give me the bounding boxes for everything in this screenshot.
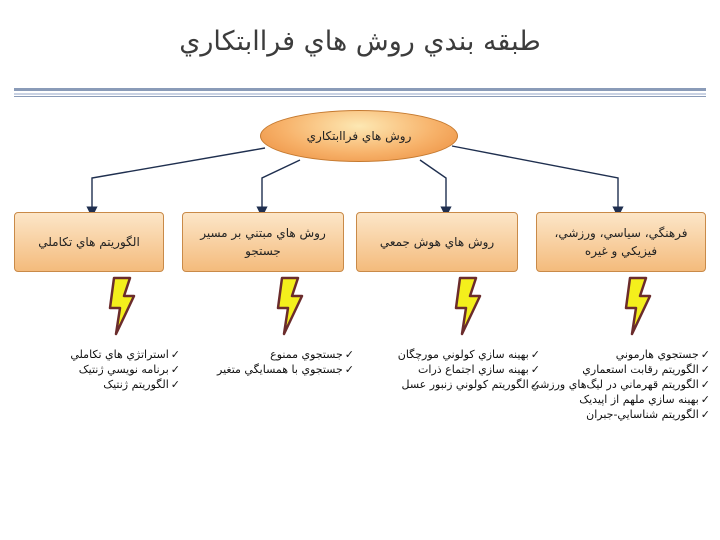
list-item: ✓ الگوريتم قهرماني در ليگ‌هاي ورزشي xyxy=(500,377,710,392)
list-item: ✓ جستجوي ممنوع xyxy=(182,347,354,362)
lightning-bolt-icon xyxy=(268,276,312,336)
root-node-label: روش هاي فراابتکاري xyxy=(306,129,412,143)
category-label-trajectory: روش هاي مبتني بر مسير جستجو xyxy=(200,226,326,258)
category-label-swarm: روش هاي هوش جمعي xyxy=(379,235,495,249)
category-box-trajectory xyxy=(182,212,344,272)
list-item: ✓ الگوريتم کولوني زنبور عسل xyxy=(280,377,540,392)
root-node xyxy=(260,110,458,162)
list-item: ✓ الگوريتم رقابت استعماري xyxy=(500,362,710,377)
list-item: ✓ برنامه نويسي ژنتيک xyxy=(14,362,180,377)
list-item: ✓ استراتژي هاي تکاملي xyxy=(14,347,180,362)
list-item: ✓ بهينه سازي ملهم از اپيديک xyxy=(500,392,710,407)
list-cultural xyxy=(500,347,710,422)
connector-trajectory xyxy=(262,160,300,212)
connector-cultural xyxy=(452,146,618,212)
category-box-cultural xyxy=(536,212,706,272)
connector-evolutionary xyxy=(92,148,265,212)
list-item: ✓ الگوريتم ژنتيک xyxy=(14,377,180,392)
list-item: ✓ جستجوي با همسايگي متغير xyxy=(182,362,354,377)
category-box-evolutionary xyxy=(14,212,164,272)
list-item: ✓ بهينه سازي اجتماع ذرات xyxy=(280,362,540,377)
category-box-swarm xyxy=(356,212,518,272)
lightning-bolt-icon xyxy=(616,276,660,336)
page-title: طبقه بندي روش هاي فراابتکاري xyxy=(179,26,541,57)
list-item: ✓ جستجوي هارموني xyxy=(500,347,710,362)
lightning-bolt-icon xyxy=(446,276,490,336)
list-item: ✓ بهينه سازي کولوني مورچگان xyxy=(280,347,540,362)
category-label-cultural: فرهنگي، سياسي، ورزشي، فيزيکي و غيره xyxy=(554,226,688,258)
list-item: ✓ الگوريتم شناسايي-جبران xyxy=(500,407,710,422)
list-evolutionary xyxy=(14,347,180,392)
connector-swarm xyxy=(420,160,446,212)
lightning-bolt-icon xyxy=(100,276,144,336)
category-label-evolutionary: الگوريتم هاي تکاملي xyxy=(38,235,140,249)
